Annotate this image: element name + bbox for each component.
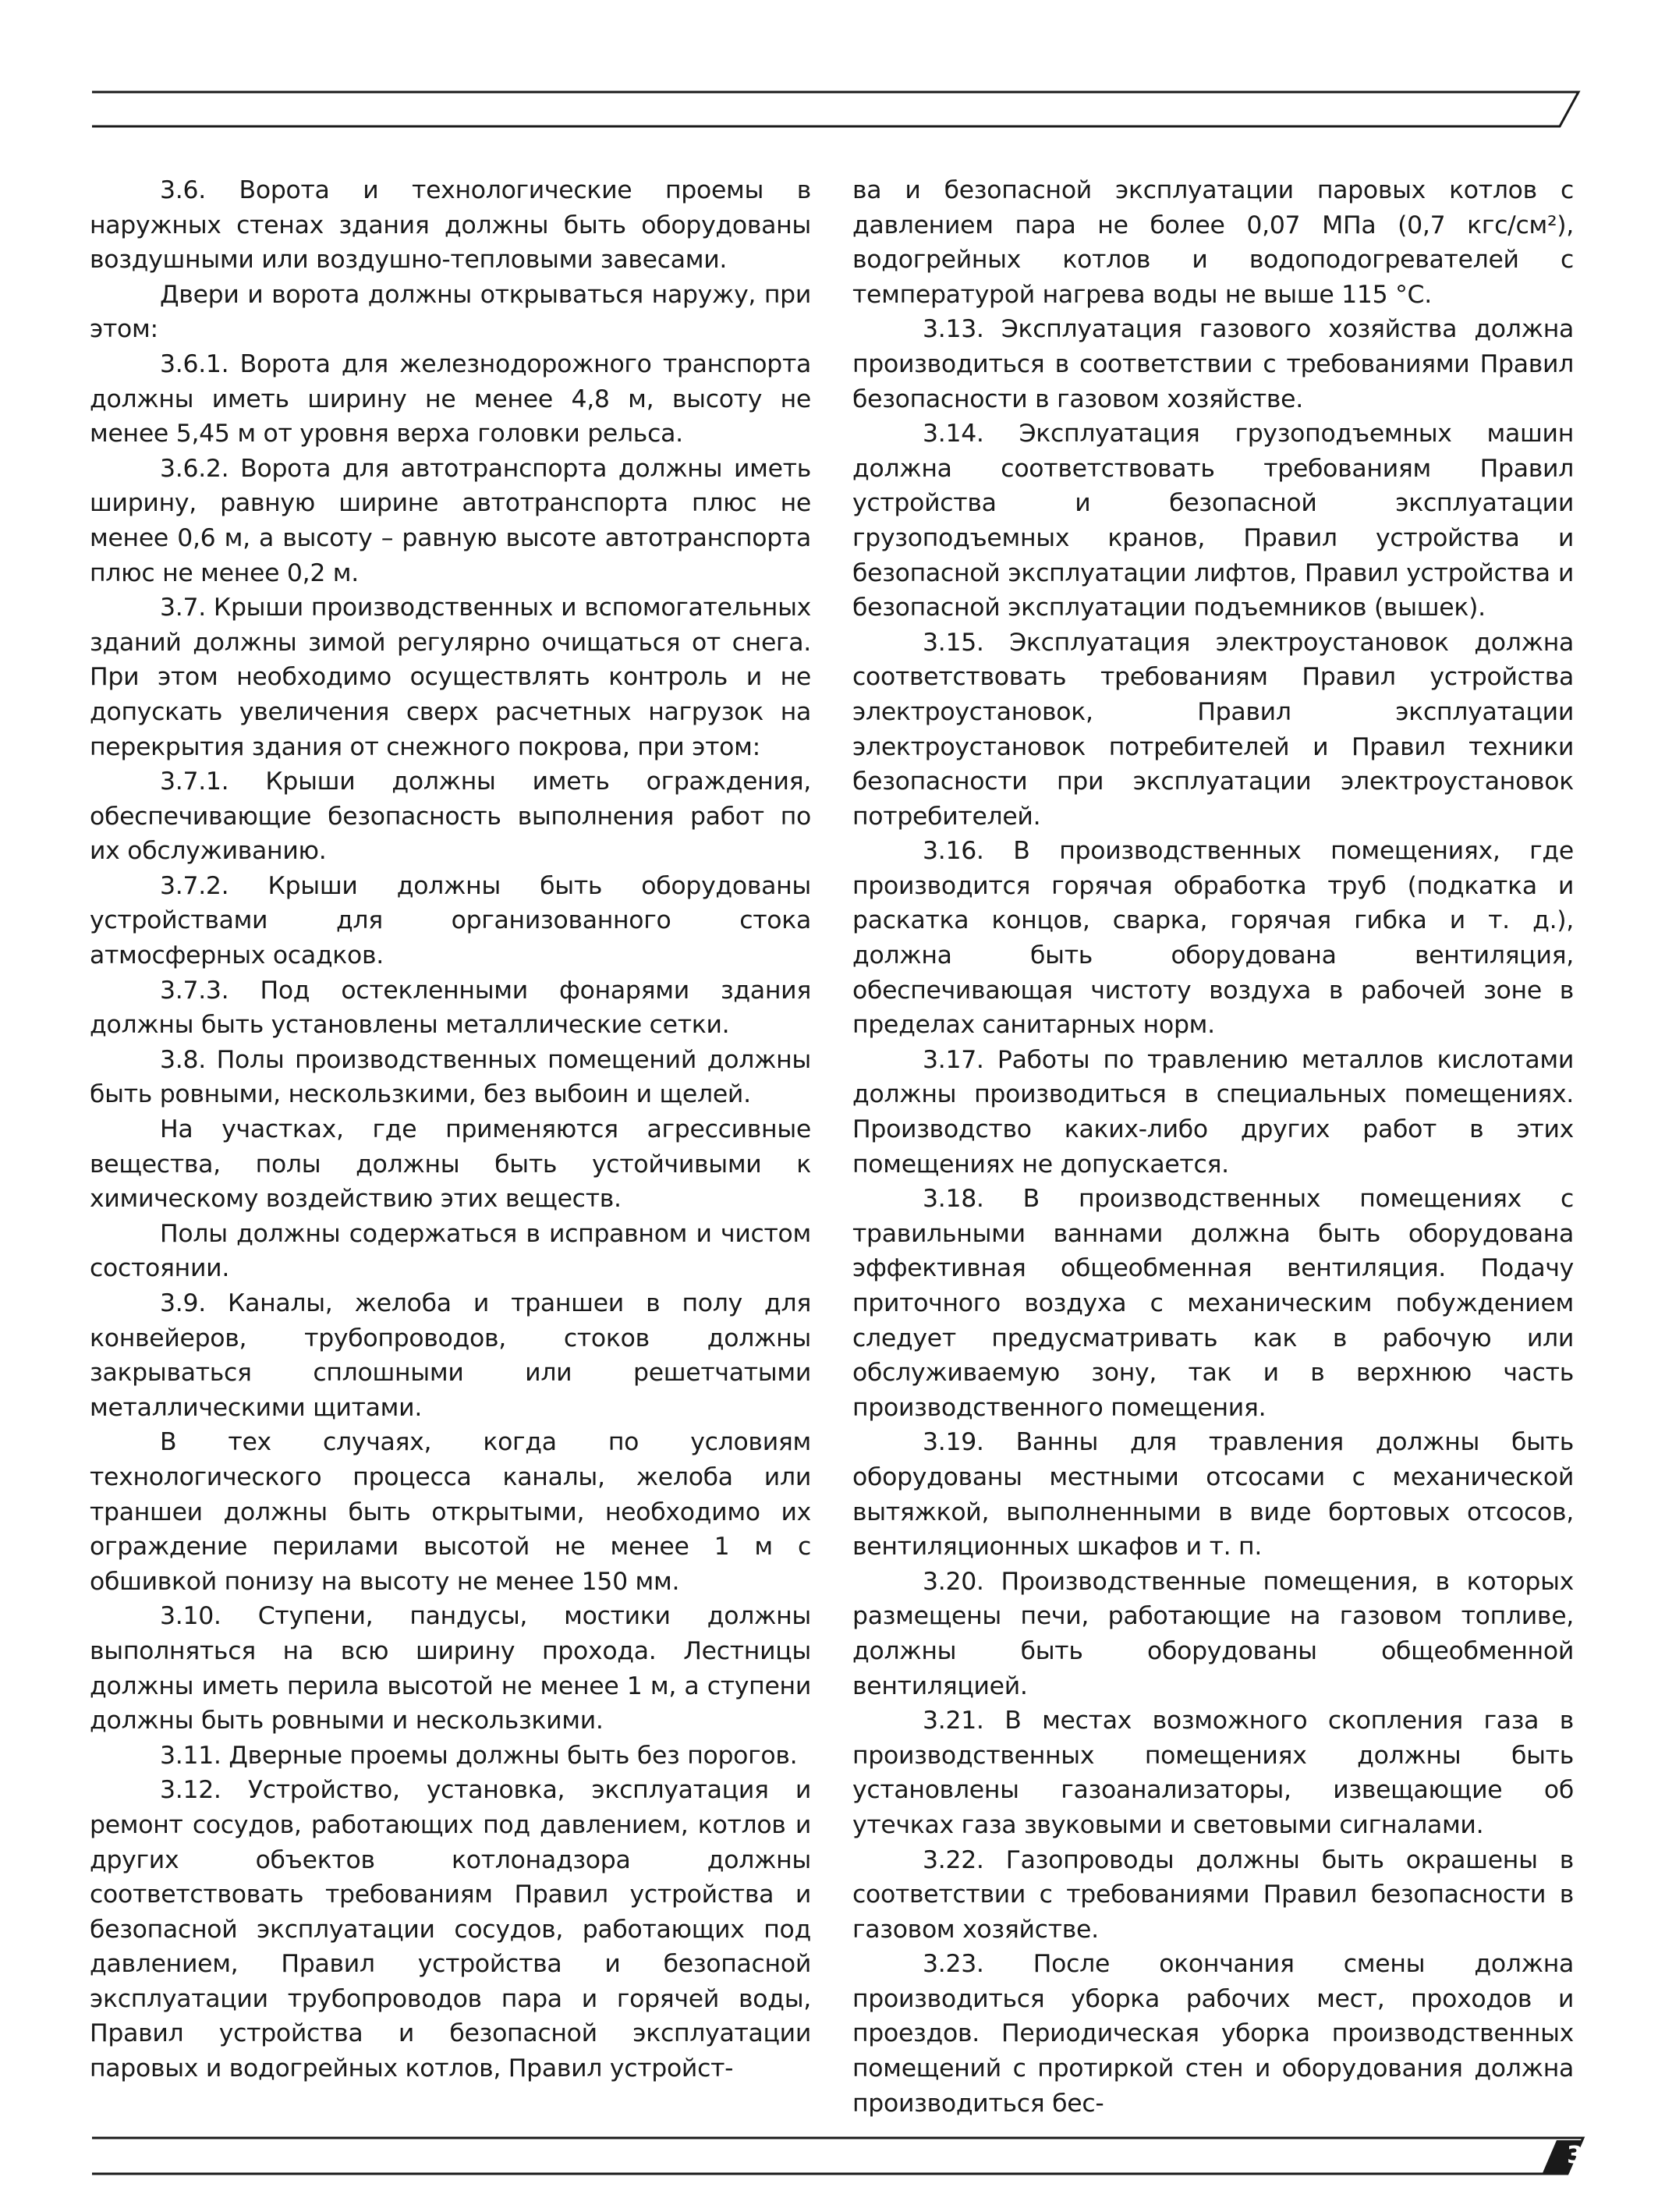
paragraph: 3.10. Ступени, пандусы, мостики должны выполняться на всю ширину прохода. Лестницы должны иметь перила высотой не менее 1 м, а ступени должны быть ровными и нескользкими. — [90, 1602, 811, 1735]
paragraph: Полы должны содержаться в исправном и чистом состоянии. — [90, 1219, 811, 1283]
paragraph: 3.9. Каналы, желоба и траншеи в полу для конвейеров, трубопроводов, стоков должны закрываться сплошными или решетчатыми металлическими щитами. — [90, 1289, 811, 1422]
paragraph: 3.8. Полы производственных помещений должны быть ровными, нескользкими, без выбоин и щелей. — [90, 1045, 811, 1109]
paragraph: 3.16. В производственных помещениях, где производится горячая обработка труб (подкатка и раскатка концов, сварка, горячая гибка и т. д.), должна быть оборудована вентиляция, обеспечивающая чистоту воздуха в рабочей зоне в пределах санитарных норм. — [852, 837, 1574, 1040]
top-header-bar — [92, 92, 1578, 126]
page-number: 37 — [1567, 2142, 1600, 2169]
paragraph: 3.7.3. Под остекленными фонарями здания должны быть установлены металлические сетки. — [90, 976, 811, 1040]
paragraph: 3.22. Газопроводы должны быть окрашены в соответствии с требованиями Правил безопасности в газовом хозяйстве. — [852, 1845, 1574, 1944]
paragraph: 3.23. После окончания смены должна производиться уборка рабочих мест, проходов и проездов. Периодическая уборка производственных помещений с протиркой стен и оборудования должна производиться бес- — [852, 1950, 1574, 2118]
paragraph: 3.6.1. Ворота для железнодорожного транспорта должны иметь ширину не менее 4,8 м, высоту не менее 5,45 м от уровня верха головки рельса. — [90, 349, 811, 448]
paragraph: 3.19. Ванны для травления должны быть оборудованы местными отсосами с механической вытяжкой, выполненными в виде бортовых отсосов, вентиляционных шкафов и т. п. — [852, 1428, 1574, 1562]
paragraph: 3.13. Эксплуатация газового хозяйства должна производиться в соответствии с требованиями Правил безопасности в газовом хозяйстве. — [852, 315, 1574, 413]
paragraph: Двери и ворота должны открываться наружу, при этом: — [90, 280, 811, 344]
right-text-column — [852, 173, 1574, 2121]
paragraph: На участках, где применяются агрессивные вещества, полы должны быть устойчивыми к химическому воздействию этих веществ. — [90, 1115, 811, 1214]
paragraph: 3.11. Дверные проемы должны быть без порогов. — [160, 1741, 798, 1770]
left-text-column — [90, 173, 811, 2086]
paragraph: 3.7.2. Крыши должны быть оборудованы устройствами для организованного стока атмосферных осадков. — [90, 871, 811, 970]
paragraph: 3.17. Работы по травлению металлов кислотами должны производиться в специальных помещениях. Производство каких-либо других работ в этих помещениях не допускается. — [852, 1045, 1574, 1179]
paragraph: 3.6.2. Ворота для автотранспорта должны иметь ширину, равную ширине автотранспорта плюс не менее 0,6 м, а высоту – равную высоте автотранспорта плюс не менее 0,2 м. — [90, 454, 811, 587]
paragraph: 3.14. Эксплуатация грузоподъемных машин должна соответствовать требованиям Правил устройства и безопасной эксплуатации грузоподъемных кранов, Правил устройства и безопасной эксплуатации лифтов, Правил устройства и безопасной эксплуатации подъемников (вышек). — [852, 420, 1574, 622]
bottom-footer-bar — [92, 2138, 1583, 2174]
paragraph: 3.20. Производственные помещения, в которых размещены печи, работающие на газовом топливе, должны быть оборудованы общеобменной вентиляцией. — [852, 1567, 1574, 1700]
paragraph: 3.12. Устройство, установка, эксплуатация и ремонт сосудов, работающих под давлением, котлов и других объектов котлонадзора должны соответствовать требованиям Правил устройства и безопасной эксплуатации сосудов, работающих под давлением, Правил устройства и безопасной эксплуатации трубопроводов пара и горячей воды, Правил устройства и безопасной эксплуатации паровых и водогрейных котлов, Правил устройст- — [90, 1776, 811, 2083]
paragraph: В тех случаях, когда по условиям технологического процесса каналы, желоба или траншеи должны быть открытыми, необходимо их ограждение перилами высотой не менее 1 м с обшивкой понизу на высоту не менее 150 мм. — [90, 1428, 811, 1596]
paragraph: 3.21. В местах возможного скопления газа в производственных помещениях должны быть установлены газоанализаторы, извещающие об утечках газа звуковыми и световыми сигналами. — [852, 1707, 1574, 1839]
paragraph: 3.6. Ворота и технологические проемы в наружных стенах здания должны быть оборудованы воздушными или воздушно-тепловыми завесами. — [90, 176, 811, 275]
paragraph: 3.18. В производственных помещениях с травильными ваннами должна быть оборудована эффективная общеобменная вентиляция. Подачу приточного воздуха с механическим побуждением следует предусматривать как в рабочую или обслуживаемую зону, так и в верхнюю часть производственного помещения. — [852, 1185, 1574, 1422]
paragraph: 3.7. Крыши производственных и вспомогательных зданий должны зимой регулярно очищаться от снега. При этом необходимо осуществлять контроль и не допускать увеличения сверх расчетных нагрузок на перекрытия здания от снежного покрова, при этом: — [90, 594, 811, 761]
paragraph: 3.15. Эксплуатация электроустановок должна соответствовать требованиям Правил устройства электроустановок, Правил эксплуатации электроустановок потребителей и Правил техники безопасности при эксплуатации электроустановок потребителей. — [852, 628, 1574, 831]
paragraph-continuation: ва и безопасной эксплуатации паровых котлов с давлением пара не более 0,07 МПа (0,7 кгс/см²), водогрейных котлов и водоподогревателей с температурой нагрева воды не выше 115 °С. — [852, 176, 1574, 309]
paragraph: 3.7.1. Крыши должны иметь ограждения, обеспечивающие безопасность выполнения работ по их обслуживанию. — [90, 767, 811, 866]
